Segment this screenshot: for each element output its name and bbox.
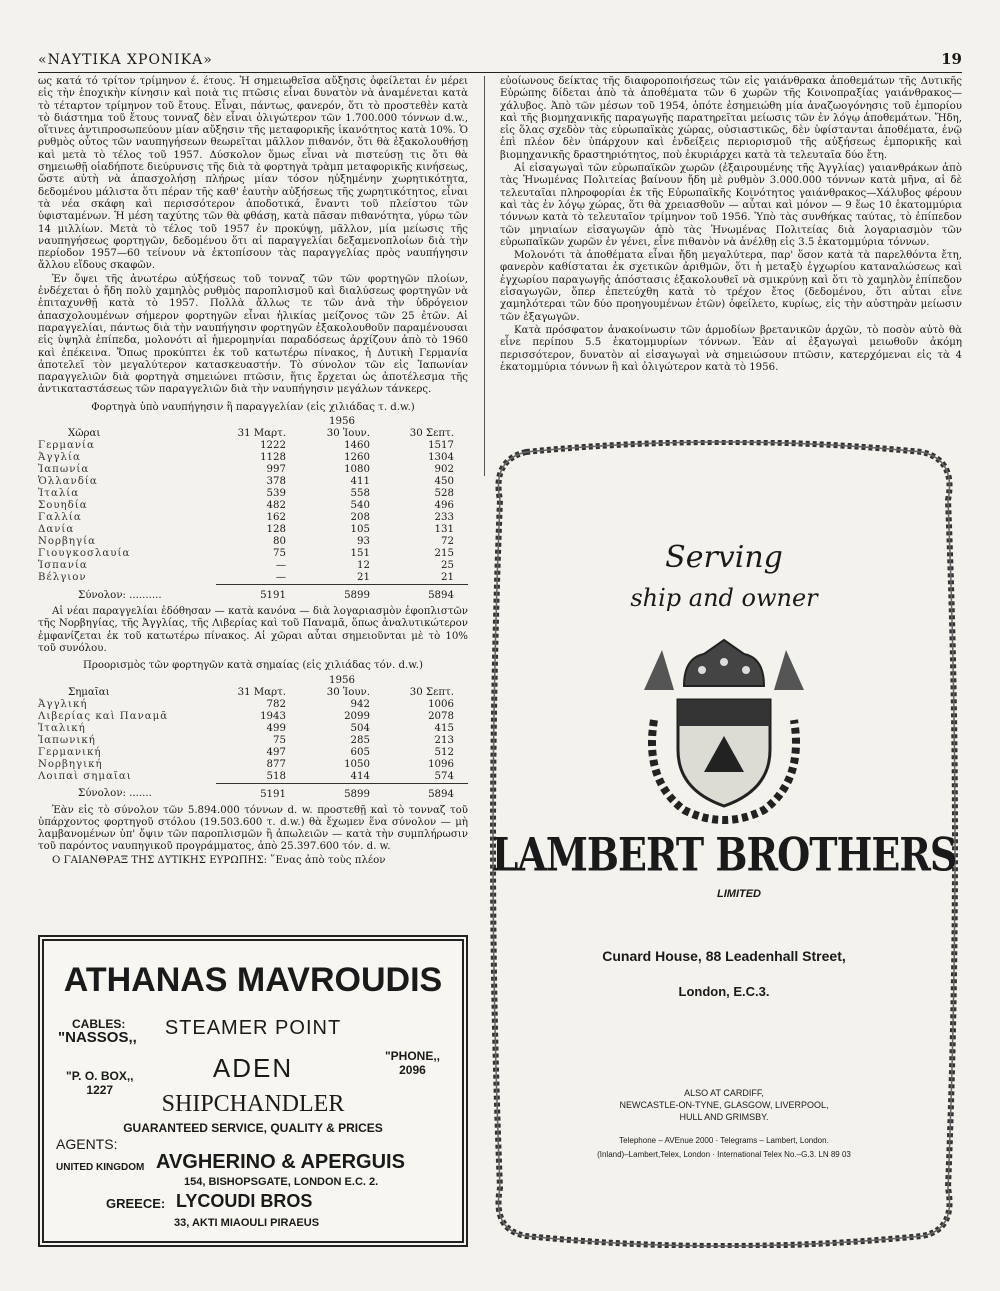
table1-row-label: Ἀγγλία: [38, 452, 81, 464]
table2-cell: 2099: [344, 710, 370, 722]
table1-row-label: Ἰαπωνία: [38, 464, 90, 476]
table1-year: 1956: [329, 416, 355, 428]
ad1-gr-name: LYCOUDI BROS: [176, 1191, 313, 1211]
table1-cell: 25: [441, 560, 454, 572]
table2-cell: 518: [216, 771, 300, 784]
ad2-cities1: NEWCASTLE-ON-TYNE, GLASGOW, LIVERPOOL,: [619, 1100, 829, 1110]
ad2-script-ship-owner: ship and owner: [630, 584, 818, 612]
table1-cell: 151: [350, 548, 370, 560]
table2-caption: Προορισμὸς τῶν φορτηγῶν κατὰ σημαίας (εἰς χιλιάδας τόν. d.w.): [83, 660, 423, 672]
table1-row-label: Ἰταλία: [38, 488, 80, 500]
table-destination-by-flag: [38, 675, 468, 801]
table2-total-1: 5191: [260, 788, 286, 800]
crest-emblem: [644, 640, 804, 820]
table1-cell: 482: [266, 500, 286, 512]
table2-year: 1956: [329, 674, 355, 686]
table1-cell: —: [216, 572, 300, 585]
table1-cell: 528: [434, 488, 454, 500]
ad1-uk-addr: 154, BISHOPSGATE, LONDON E.C. 2.: [184, 1176, 379, 1188]
ad2-limited: LIMITED: [717, 888, 761, 900]
ad1-line3: SHIPCHANDLER: [161, 1091, 345, 1117]
table2-col-2: 30 Ἰουν.: [326, 686, 370, 698]
ad1-agents-label: AGENTS:: [56, 1136, 118, 1152]
column-divider: [484, 76, 485, 476]
table-row: [38, 735, 468, 747]
table1-cell: 1080: [344, 464, 370, 476]
right-paragraph-4: Κατὰ πρόσφατον ἀνακοίνωσιν τῶν ἁρμοδίων βρετανικῶν ἀρχῶν, τὸ ποσὸν αὐτὸ θὰ εἶνε περίπου 5.5 ἑκατομμυρίων τόννων. Ἐὰν αἱ ἐξαγωγαὶ μειωθοῦν ἀκόμη περισσότερον, δυνατὸν αἱ εἰσαγωγαὶ νὰ σημειώσουν πτῶσιν, κατερχόμεναι εἰς τὰ 4 ἑκατομμύρια τόννων ἢ καὶ ὀλιγώτερον κατὰ τὸ 1956.: [500, 324, 962, 373]
table-row: [38, 759, 468, 771]
table2-col-3: 30 Σεπτ.: [409, 686, 454, 698]
ad1-pobox-label: "P. O. BOX,,: [66, 1069, 134, 1083]
table1-cell: 128: [266, 524, 286, 536]
table1-cell: 539: [266, 488, 286, 500]
table1-cell: 1460: [344, 440, 370, 452]
page-header: [38, 52, 962, 74]
table2-cell: 497: [266, 746, 286, 758]
table1-cell: 105: [350, 524, 370, 536]
ad1-pobox-value: 1227: [86, 1083, 114, 1097]
table1-row-label: Νορβηγία: [38, 536, 96, 548]
table1-cell: 1517: [428, 440, 454, 452]
table1-cell: 496: [434, 500, 454, 512]
ad1-phone-value: 2096: [399, 1063, 426, 1077]
table2-cell: 285: [350, 734, 370, 746]
table1-cell: 131: [434, 524, 454, 536]
table1-row-label: Γιουγκοσλαυία: [38, 548, 131, 560]
ad1-line2: ADEN: [212, 1053, 294, 1083]
left-paragraph-2: Ἐν ὄψει τῆς ἀνωτέρω αὐξήσεως τοῦ τονναζ τῶν τῶν φορτηγῶν πλοίων, ἐνδέχεται ὁ ἤδη πολὺ χαμηλὸς ρυθμὸς παροπλισμοῦ καὶ διαλύσεως φορτηγῶν νὰ ἐπιταχυνθῇ κατὰ τὸ 1957. Πολλὰ ἄλλως τε τῶν ἀνὰ τὴν ὑδρόγειον ἀπασχολουμένων σήμερον φορτηγῶν εἶναι ἡλικίας μείζονος τῶν 25 ἐτῶν. Αἱ παραγγελίαι, πάντως διὰ τὴν ναυπήγησιν φορτηγῶν ἐξακολουθοῦν παραμένουσαι εἰς ὑψηλὰ ἐπίπεδα, μολονότι αἱ ἡμερομηνίαι παραδόσεως ἀρχίζουν ἀπὸ τὸ 1960 καὶ ἐπέκεινα. Ὅπως προκύπτει ἐκ τοῦ κατωτέρω πίνακος, ἡ Δυτικὴ Γερμανία ἀποτελεῖ τὸν μεγαλύτερον κατασκευαστήν. Τὸ σύνολον τῶν εἰς Ἰαπωνίαν παραγγελιῶν διὰ φορτηγὰ σημειώνει πτῶσιν, ἥτις ἔρχεται ὡς ἀποτέλεσμα τῆς ἀντικαταστάσεως τῶν παραγγελιῶν διὰ τὴν ναυπήγησιν μεγάλων τάνκερς.: [38, 273, 468, 396]
page-number: 19: [941, 50, 962, 68]
ad2-script-serving: Serving: [665, 540, 783, 575]
table1-cell: 162: [266, 512, 286, 524]
table1-cell: 12: [357, 560, 370, 572]
ad1-line4: GUARANTEED SERVICE, QUALITY & PRICES: [123, 1121, 383, 1135]
ad1-gr-addr: 33, AKTI MIAOULI PIRAEUS: [174, 1217, 320, 1229]
table1-row-label: Σουηδία: [38, 500, 88, 512]
table2-cell: 1943: [260, 710, 286, 722]
left-column: [38, 76, 468, 868]
table2-row-label: Ἰταλική: [38, 722, 86, 734]
table-row: [38, 711, 468, 723]
ad2-cities2: HULL AND GRIMSBY.: [679, 1112, 769, 1122]
ad1-cables-label: CABLES:: [72, 1017, 126, 1031]
table-row: [38, 771, 468, 784]
table2-total-3: 5894: [428, 788, 454, 800]
table-row: [38, 524, 468, 536]
table2-cell: 782: [266, 698, 286, 710]
table-row: [38, 572, 468, 585]
table2-cell: 213: [434, 734, 454, 746]
table2-col-head: Σημαῖαι: [68, 686, 110, 698]
ad-lambert-brothers: [486, 440, 962, 1248]
right-paragraph-1: εὐοίωνους δείκτας τῆς διαφοροποιήσεως τῶν εἰς γαιάνθρακα ἀποθεμάτων τῆς Δυτικῆς Εὐρώπης δίδεται ἀπὸ τὰ ἀποθέματα τῶν 6 χωρῶν τῆς Κοινοπραξίας γαιάνθρακος—χάλυβος. Ἀπὸ τῶν μέσων τοῦ 1954, ὁπότε ἐσημειώθη μία ἀναζωογόνησις τοῦ ἐμπορίου καὶ τῆς βιομηχανικῆς παραγωγῆς παρατηρεῖται μείωσις τῶν ἐν λόγῳ ἀποθεμάτων. Ἤδη, εἰς ὅλας σχεδὸν τὰς εὐρωπαϊκὰς χώρας, οὐσιαστικῶς, δὲν ὑφίστανται ἀποθέματα, ἐνῷ ἐπὶ πλέον δὲν ὑπάρχουν καὶ ἐνδείξεις περιορισμοῦ τῆς αὐξήσεως ἐμπορικῆς καὶ βιομηχανικῆς δραστηριότητος, ποὺ ἐκυριάρχει κατὰ τὰ τελευταῖα δύο ἔτη.: [500, 76, 962, 161]
ad1-cables-value: "NASSOS,,: [58, 1029, 137, 1046]
table1-row-label: Γαλλία: [38, 512, 82, 524]
table-row: [38, 548, 468, 560]
table1-cell: 540: [350, 500, 370, 512]
ad1-company-name: ATHANAS MAVROUDIS: [63, 961, 443, 999]
table-row: [38, 500, 468, 512]
table2-cell: 75: [273, 734, 286, 746]
table2-total-label: Σύνολον: .......: [78, 788, 152, 800]
table1-col-head: Χῶραι: [68, 428, 101, 440]
table2-cell: 499: [266, 722, 286, 734]
right-column: [500, 76, 962, 375]
mid-paragraph: Αἱ νέαι παραγγελίαι ἐδόθησαν — κατὰ κανόνα — διὰ λογαριασμὸν ἐφοπλιστῶν τῆς Νορβηγίας, τῆς Ἀγγλίας, τῆς Λιβερίας καὶ τοῦ Παναμᾶ, ὅπως ἀναλυτικώτερον ἐμφανίζεται ἐκ τοῦ κατωτέρω πίνακος. Αἱ χῶραι αὗται σημειοῦνται μὲ τὸ 10% τοῦ συνόλου.: [38, 606, 468, 654]
ad1-line1: STEAMER POINT: [164, 1017, 342, 1039]
table1-col-1: 31 Μαρτ.: [237, 428, 286, 440]
table1-cell: 21: [300, 572, 384, 585]
table1-total-label: Σύνολον: ..........: [78, 589, 162, 601]
table-row: [38, 723, 468, 735]
table-row: [38, 464, 468, 476]
table1-col-3: 30 Σεπτ.: [409, 428, 454, 440]
table1-cell: 558: [350, 488, 370, 500]
ad2-city: London, E.C.3.: [678, 984, 770, 999]
table1-cell: 21: [384, 572, 468, 585]
table-row: [38, 512, 468, 524]
table1-cell: 378: [266, 476, 286, 488]
table2-cell: 504: [350, 722, 370, 734]
right-paragraph-2: Αἱ εἰσαγωγαὶ τῶν εὐρωπαϊκῶν χωρῶν (ἐξαιρουμένης τῆς Ἀγγλίας) γαιανθράκων ἀπὸ τὰς Ἡνωμένας Πολιτείας βαίνουν ἤδη μὲ ρυθμὸν 3.000.000 τόννων κατὰ μῆνα, αἱ δὲ τελευταῖαι πληροφορίαι ἐκ τῆς Εὐρωπαϊκῆς Κοινότητος γαιάνθρακος—Χάλυβος φέρουν καὶ τὰς ἐν λόγῳ χώρας, ὅτι θὰ χρειασθοῦν — αὗται καὶ μόνον — 9 ἕως 10 ἑκατομμύρια τόννων κατὰ τὸ τελευταῖον τρίμηνον τοῦ 1956. Ὑπὸ τὰς συνθήκας ταύτας, τὸ ἐπίπεδον τῶν μηνιαίων εἰσαγωγῶν ἀπὸ τὰς Ἡνωμένας Πολιτείας διὰ λογαριασμὸν τῶν εὐρωπαϊκῶν χωρῶν ἐν γένει, εἶνε πιθανὸν νὰ ἀνέλθῃ εἰς 3.5 ἑκατομμύρια τόννων.: [500, 163, 962, 248]
table1-col-2: 30 Ἰουν.: [326, 428, 370, 440]
ad2-tel1: Telephone – AVEnue 2000 · Telegrams – Lambert, London.: [619, 1136, 829, 1145]
table2-col-1: 31 Μαρτ.: [237, 686, 286, 698]
table-row: [38, 440, 468, 452]
end-paragraph: Ἐὰν εἰς τὸ σύνολον τῶν 5.894.000 τόννων d. w. προστεθῇ καὶ τὸ τονναζ τοῦ ὑπάρχοντος φορτηγοῦ στόλου (19.503.600 τ. d.w.) θὰ ἔχωμεν ἕνα σύνολον — μὴ λαμβανομένων ὑπ' ὄψιν τῶν παροπλισμῶν ἢ ἀπωλειῶν — κατὰ τὴν συμπλήρωσιν τοῦ παρόντος ναυπηγικοῦ προγράμματος, ἀπὸ 25.397.600 τόν. d. w.: [38, 804, 468, 853]
table2-row-label: Γερμανική: [38, 746, 102, 758]
table2-row-label: Ἀγγλική: [38, 698, 88, 710]
table1-cell: 72: [441, 536, 454, 548]
table1-row-label: Βέλγιον: [38, 572, 87, 584]
table2-row-label: Ἰαπωνική: [38, 734, 96, 746]
table1-row-label: Ἱσπανία: [38, 560, 88, 572]
table2-cell: 605: [350, 746, 370, 758]
ad-athanas-mavroudis: [38, 935, 468, 1247]
section-heading: Ο ΓΑΙΑΝΘΡΑΞ ΤΗΣ ΔΥΤΙΚΗΣ ΕΥΡΩΠΗΣ: ῞Ενας ἀπὸ τοὺς πλέον: [52, 854, 386, 866]
ad1-phone-label: "PHONE,,: [384, 1049, 440, 1063]
table1-cell: 75: [273, 548, 286, 560]
table1-row-label: Γερμανία: [38, 440, 95, 452]
table1-cell: 1128: [260, 452, 286, 464]
table1-cell: 80: [273, 536, 286, 548]
right-paragraph-3: Μολονότι τὰ ἀποθέματα εἶναι ἤδη μεγαλύτερα, παρ' ὅσον κατὰ τὰ παρελθόντα ἔτη, φανερὸν καθίσταται ἐκ σχετικῶν ἀριθμῶν, ὅτι ἡ μεταξὺ ἐγχωρίου καταναλώσεως καὶ ἐγχωρίου παραγωγῆς ἀπόστασις ἐξακολουθεῖ νὰ σμικρύνῃ καὶ ὅτι τὸ χαμηλὸν ἐπίπεδον εἰσαγωγῶν, ὅπερ ἐπετεύχθη κατὰ τὸ τρέχον ἔτος (δεδομένου, ὅτι αὗται εἶνε χαμηλότεραι τῶν δύο προηγουμένων ἐτῶν) ὀφείλετο, κυρίως, εἰς τὴν αὐστηρὰν μείωσιν τῶν ἐξαγωγῶν.: [500, 250, 962, 323]
table2-cell: 942: [350, 698, 370, 710]
ad1-uk-label: UNITED KINGDOM: [56, 1162, 145, 1173]
table1-total-1: 5191: [260, 590, 286, 602]
table2-cell: 877: [266, 758, 286, 770]
table1-row-label: Δανία: [38, 524, 75, 536]
table1-cell: 215: [434, 548, 454, 560]
table-row: [38, 536, 468, 548]
table2-row-label: Νορβηγική: [38, 758, 103, 770]
header-rule: [38, 72, 962, 73]
table1-cell: 1222: [260, 440, 286, 452]
table1-cell: —: [275, 560, 286, 572]
table2-cell: 415: [434, 722, 454, 734]
table-row: [38, 560, 468, 572]
ad2-also: ALSO AT CARDIFF,: [684, 1088, 764, 1098]
table2-row-label: Λοιπαὶ σημαῖαι: [38, 770, 132, 782]
table2-total-2: 5899: [344, 788, 370, 800]
ad1-gr-label: GREECE:: [106, 1196, 166, 1211]
table2-cell: 414: [300, 771, 384, 784]
left-paragraph-1: ως κατά τό τρίτον τρίμηνον έ. έτους. Ἡ σημειωθεῖσα αὔξησις ὀφείλεται ἐν μέρει εἰς τὴν ἐποχικὴν κίνησιν καὶ ποιὰ τις πτῶσις εἶναι δυνατὸν νὰ ἀναμένεται κατὰ τὸ τέταρτον τρίμηνον τοῦ ἔτους. Εἶναι, πάντως, φανερόν, ὅτι τὸ προστεθὲν κατὰ τὸ διάστημα τοῦ ἔτους τονναζ δὲν εἶναι ὀλιγώτερον τῶν 1.700.000 τόννων d.w., οἵτινες ἀντιπροσωπεύουν μίαν αὔξησιν τῆς μεταφορικῆς ἱκανότητος κατὰ 10%. Ὁ ρυθμὸς οὗτος τῶν ναυπηγήσεων θεωρεῖται μᾶλλον πιθανόν, ὅτι θὰ ἐξακολουθήσῃ καὶ μετὰ τὸ τέλος τοῦ 1957. Δύσκολον ὅμως εἶναι νὰ πιστεύσῃ τις ὅτι θὰ σημειωθῇ οἱαδήποτε διεύρυνσις τῆς διὰ τὰ φορτηγὰ τρὰμπ μεταφορικῆς κινήσεως, ὥστε αὐτὴ νὰ ἀπασχολήσῃ πλήρως μίαν τόσον ηὐξημένην χωρητικότητα, δεδομένου μάλιστα ὅτι πέραν τῆς καθ' ἑαυτὴν αὐξήσεως τῆς χωρητικότητος, εἶναι τὰ νέα σκάφη καὶ περισσότερον ἀποδοτικά, ἔναντι τοῦ πλείστου τῶν ὑφισταμένων. Ἡ μέση ταχύτης τῶν θὰ φθάσῃ, κατὰ πᾶσαν πιθανότητα, γύρω τῶν 14 μιλλίων. Μετὰ τὸ τέλος τοῦ 1957 ἐν προκύψῃ, μᾶλλον, μία μείωσις τῆς ναυπηγήσεως φορτηγῶν, δεδομένου ὅτι αἱ παραγγελίαι δεξαμενοπλοίων διὰ τὴν περίοδον 1957—60 τείνουν νὰ ἐκτοπίσουν τὰς παραγγελίας πρὸς ναυπήγησιν ἄλλου εἴδους σκαφῶν.: [38, 76, 468, 272]
table1-row-label: Ὁλλανδία: [38, 476, 98, 488]
table1-caption: Φορτηγὰ ὑπὸ ναυπήγησιν ἢ παραγγελίαν (εἰς χιλιάδας τ. d.w.): [91, 401, 415, 413]
table1-total-3: 5894: [428, 590, 454, 602]
ad2-address: Cunard House, 88 Leadenhall Street,: [602, 948, 846, 964]
table1-cell: 208: [350, 512, 370, 524]
ad2-tel2: (Inland)–Lambert,Telex, London · International Telex No.–G.3. LN 89 03: [597, 1150, 851, 1159]
table2-cell: 1006: [428, 698, 454, 710]
table1-cell: 1260: [344, 452, 370, 464]
table2-cell: 2078: [428, 710, 454, 722]
table1-cell: 450: [434, 476, 454, 488]
table-ships-under-construction: [38, 416, 468, 602]
table2-cell: 512: [434, 746, 454, 758]
table-row: [38, 747, 468, 759]
table1-cell: 997: [266, 464, 286, 476]
table1-cell: 902: [434, 464, 454, 476]
table-row: [38, 699, 468, 711]
table1-cell: 93: [357, 536, 370, 548]
table-row: [38, 488, 468, 500]
ad1-uk-name: AVGHERINO & APERGUIS: [156, 1151, 405, 1173]
table2-cell: 1096: [428, 758, 454, 770]
table1-cell: 1304: [428, 452, 454, 464]
ad2-company-name: LAMBERT BROTHERS: [491, 827, 957, 882]
table-row: [38, 452, 468, 464]
publication-title: «ΝΑΥΤΙΚΑ ΧΡΟΝΙΚΑ»: [38, 52, 213, 68]
table2-cell: 1050: [344, 758, 370, 770]
table1-cell: 411: [350, 476, 370, 488]
table-row: [38, 476, 468, 488]
table2-cell: 574: [384, 771, 468, 784]
table1-cell: 233: [434, 512, 454, 524]
table2-row-label: Λιβερίας καὶ Παναμᾶ: [38, 710, 169, 722]
table1-total-2: 5899: [344, 590, 370, 602]
